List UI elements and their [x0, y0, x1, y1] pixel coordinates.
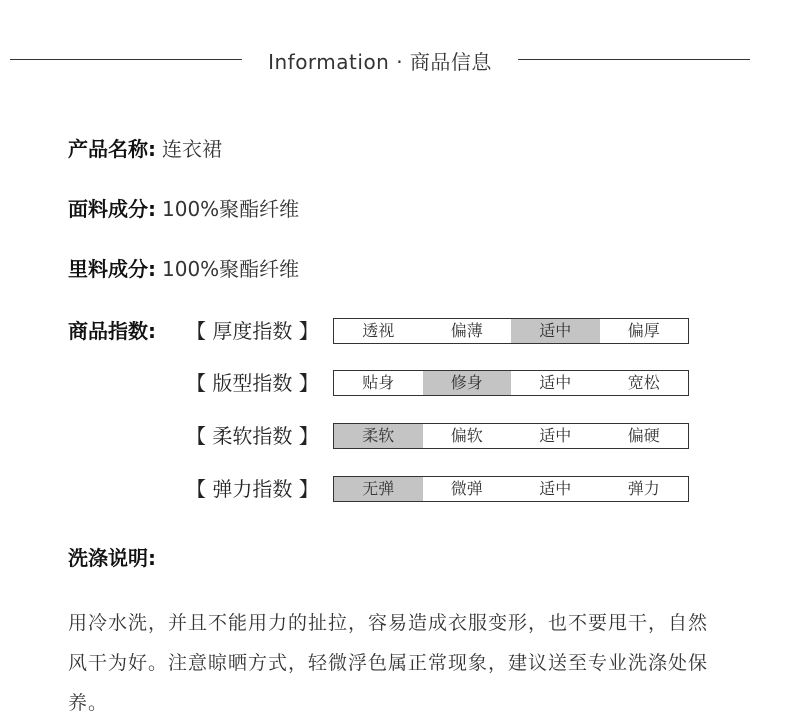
fabric-value: 100%聚酯纤维	[162, 197, 300, 221]
product-name-value: 连衣裙	[162, 137, 222, 161]
scale-option: 偏硬	[627, 426, 660, 445]
index-label: 商品指数:	[68, 319, 156, 343]
thickness-index-label: 【 厚度指数 】	[186, 319, 319, 343]
product-name-label: 产品名称:	[68, 137, 156, 161]
lining-label: 里料成分:	[68, 257, 156, 281]
scale-option: 适中	[539, 479, 572, 498]
scale-option: 适中	[539, 373, 572, 392]
scale-option: 透视	[362, 321, 395, 340]
scale-option: 偏软	[450, 426, 483, 445]
elasticity-index-label: 【 弹力指数 】	[186, 477, 319, 501]
fit-index-label: 【 版型指数 】	[186, 371, 319, 395]
thickness-index-scale	[333, 318, 689, 344]
fabric-row	[68, 194, 299, 224]
section-header	[0, 44, 800, 74]
wash-title: 洗涤说明:	[68, 546, 156, 570]
scale-option: 偏薄	[450, 321, 483, 340]
fit-index-scale	[333, 370, 689, 396]
scale-option: 弹力	[627, 479, 660, 498]
scale-option-selected: 修身	[423, 371, 512, 395]
lining-value: 100%聚酯纤维	[162, 257, 300, 281]
product-name-row	[68, 134, 222, 164]
scale-option: 宽松	[627, 373, 660, 392]
lining-row	[68, 254, 299, 284]
softness-index-scale	[333, 423, 689, 449]
scale-option: 偏厚	[627, 321, 660, 340]
wash-instructions: 用冷水洗，并且不能用力的扯拉，容易造成衣服变形，也不要甩干，自然风干为好。注意晾晒方式，轻微浮色属正常现象，建议送至专业洗涤处保养。	[68, 612, 709, 714]
header-divider-left	[10, 59, 242, 60]
scale-option: 适中	[539, 426, 572, 445]
scale-option-selected: 无弹	[334, 477, 423, 501]
scale-option-selected: 柔软	[334, 424, 423, 448]
elasticity-index-scale	[333, 476, 689, 502]
scale-option: 贴身	[362, 373, 395, 392]
fabric-label: 面料成分:	[68, 197, 156, 221]
section-title: Information · 商品信息	[268, 50, 492, 74]
header-divider-right	[518, 59, 750, 60]
scale-option: 微弹	[450, 479, 483, 498]
softness-index-label: 【 柔软指数 】	[186, 424, 319, 448]
scale-option-selected: 适中	[511, 319, 600, 343]
